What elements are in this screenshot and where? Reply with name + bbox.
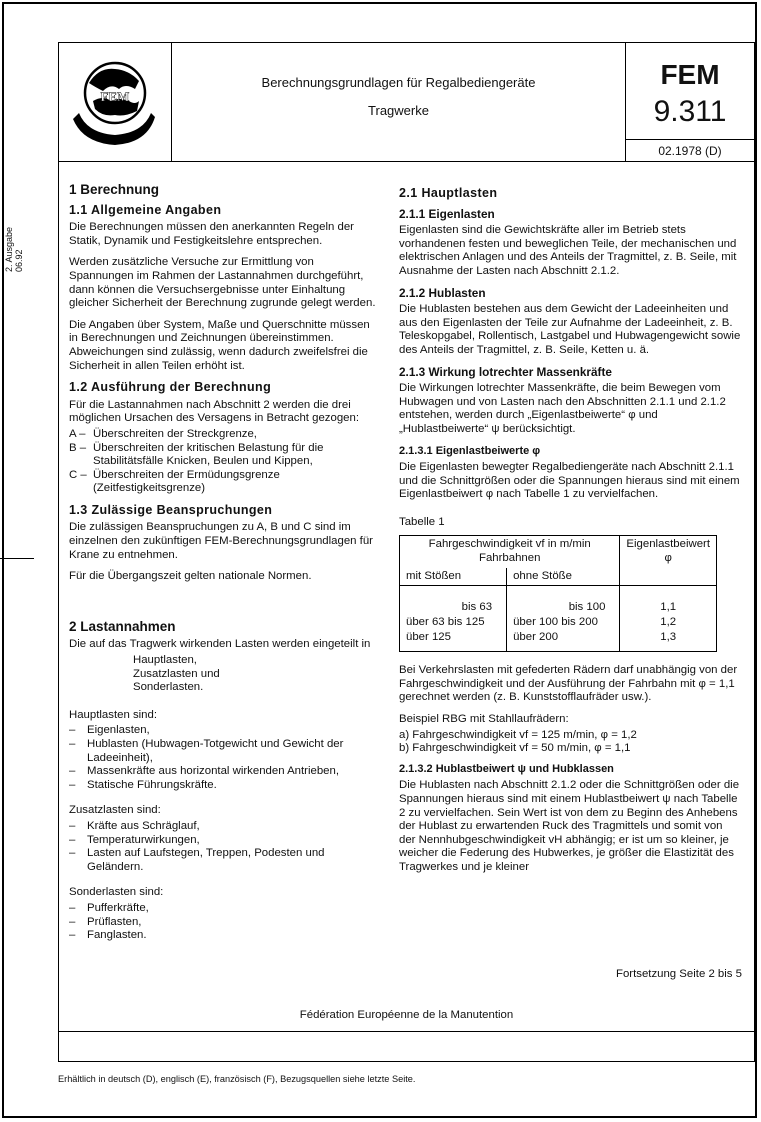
list-item: – Kräfte aus Schräglauf, xyxy=(69,819,200,832)
document-date: 02.1978 (D) xyxy=(626,139,754,162)
table-header-speed: Fahrgeschwindigkeit vf in m/min Fahrbahnen xyxy=(400,536,620,568)
list-item: – Pufferkräfte, xyxy=(69,901,149,914)
left-column xyxy=(69,175,377,951)
table-header-with: mit Stößen xyxy=(400,568,507,586)
document-title: Berechnungsgrundlagen für Regalbediengeräte xyxy=(261,75,536,90)
list-item: – Massenkräfte aus horizontal wirkenden Antrieben, xyxy=(69,765,340,778)
paragraph: Werden zusätzliche Versuche zur Ermittlung von Spannungen im Rahmen der Lastannahmen durchgeführt, dann können die Versuchsergebnisse unter Einhaltung gleicher Sicherheit der Berechnung zugrunde gelegt werden. xyxy=(69,256,376,310)
list-title: Hauptlasten sind: xyxy=(69,708,158,721)
fem-label: FEM xyxy=(660,59,720,90)
main-loads-list xyxy=(69,724,377,792)
continuation-note: Fortsetzung Seite 2 bis 5 xyxy=(616,968,742,980)
globe-hands-icon xyxy=(59,43,170,159)
edition-line: 2. Ausgabe xyxy=(4,226,14,272)
additional-loads-list xyxy=(69,820,377,874)
paragraph: Die Hublasten bestehen aus dem Gewicht der Ladeeinheiten und aus den Eigenlasten der Teile zur Aufnahme der Ladeeinheit, z. B. Teleskopgabel, Rollentisch, Lastgabel und Hubwagengewicht sowie des Anteils der Tragmittel, z. B. Seile, Ketten u. ä. xyxy=(399,303,741,356)
heading-2-1-3-2: 2.1.3.2 Hublastbeiwert ψ und Hubklassen xyxy=(399,762,614,775)
example-title: Beispiel RBG mit Stahllaufrädern: xyxy=(399,713,569,726)
heading-2-1-2: 2.1.2 Hublasten xyxy=(399,285,486,300)
list-item: – Eigenlasten, xyxy=(69,724,150,737)
load-types: Hauptlasten, Zusatzlasten und Sonderlasten. xyxy=(133,654,220,694)
table-col-coef: 1,1 1,2 1,3 xyxy=(620,586,717,652)
paragraph: Für die Lastannahmen nach Abschnitt 2 werden die drei möglichen Ursachen des Versagens in Betracht gezogen: xyxy=(69,398,360,425)
paragraph: Die Wirkungen lotrechter Massenkräfte, die beim Bewegen vom Hubwagen und von Lasten nach den Abschnitten 2.1.1 und 2.1.2 entstehen, werden durch „Eigenlastbeiwerte“ φ und „Hublastbeiwerte“ ψ berücksichtigt. xyxy=(399,382,726,435)
paragraph: Eigenlasten sind die Gewichtskräfte aller im Betrieb stets vorhandenen festen und beweglichen Teile, der mechanischen und elektrischen Anlagen und des Anteils der Tragmittel, z. B. Seile, mit Ausnahme der Lasten nach Abschnitt 2.1.2. xyxy=(399,224,737,277)
heading-2-1-3-1: 2.1.3.1 Eigenlastbeiwerte φ xyxy=(399,444,541,457)
table-label: Tabelle 1 xyxy=(399,515,445,528)
document-subtitle: Tragwerke xyxy=(368,103,429,118)
paragraph: Für die Übergangszeit gelten nationale Normen. xyxy=(69,570,312,583)
edition-date: 06.92 xyxy=(14,249,24,272)
margin-mark xyxy=(0,558,34,559)
availability-note: Erhältlich in deutsch (D), englisch (E), französisch (F), Bezugsquellen siehe letzte Seite. xyxy=(58,1074,416,1084)
heading-2-1-3: 2.1.3 Wirkung lotrechter Massenkräfte xyxy=(399,364,612,379)
example-a: a) Fahrgeschwindigkeit vf = 125 m/min, φ = 1,2 xyxy=(399,728,637,741)
header-title-block xyxy=(172,43,626,161)
list-item: C – Überschreiten der Ermüdungsgrenze (Zeitfestigkeitsgrenze) xyxy=(69,468,280,495)
header-divider xyxy=(59,161,754,162)
footer-divider xyxy=(59,1031,754,1032)
paragraph: Die auf das Tragwerk wirkenden Lasten werden eingeteilt in xyxy=(69,638,371,651)
heading-1-2: 1.2 Ausführung der Berechnung xyxy=(69,380,272,395)
coefficient-table xyxy=(399,535,717,652)
list-title: Zusatzlasten sind: xyxy=(69,804,161,817)
heading-2-1: 2.1 Hauptlasten xyxy=(399,186,498,200)
table-col-with: bis 63 über 63 bis 125 über 125 xyxy=(400,586,507,652)
paragraph: Die Eigenlasten bewegter Regalbediengeräte nach Abschnitt 2.1.1 und die Schnittgrößen oder die Spannungen hieraus sind mit einem Eigenlastbeiwert φ nach Tabelle 1 zu vervielfachen. xyxy=(399,461,740,501)
table-header-without: ohne Stöße xyxy=(507,568,620,586)
list-title: Sonderlasten sind: xyxy=(69,886,164,899)
list-item: – Fanglasten. xyxy=(69,929,147,942)
heading-1: 1 Berechnung xyxy=(69,182,160,197)
paragraph: Die Berechnungen müssen den anerkannten Regeln der Statik, Dynamik und Festigkeitslehre entsprechen. xyxy=(69,221,354,247)
heading-1-3: 1.3 Zulässige Beanspruchungen xyxy=(69,502,273,517)
paragraph: Die Hublasten nach Abschnitt 2.1.2 oder die Schnittgrößen oder die Spannungen hieraus sind mit einem Hublastbeiwert ψ nach Tabelle 2 zu vervielfachen. Sein Wert ist von dem zu Beginn des Anhebens der Hublast zu erwartenden Ruck des Tragmittels und somit von der Nennhubgeschwindigkeit vH abhängig; er ist um so kleiner, je weicher die Federung des Hubwerkes, je größer die Elastizität des Tragwerkes und je kleiner xyxy=(399,779,740,873)
paragraph: Die Angaben über System, Maße und Querschnitte müssen in Berechnungen und Zeichnungen übereinstimmen. Abweichungen sind zulässig, wenn dadurch zweifelsfrei die Sicherheit in allen Teilen erhöht ist. xyxy=(69,318,370,372)
paragraph: Die zulässigen Beanspruchungen zu A, B und C sind im einzelnen den zukünftigen FEM-Berechnungsgrundlagen für Krane zu entnehmen. xyxy=(69,521,373,561)
list-item: – Hublasten (Hubwagen-Totgewicht und Gewicht der Ladeeinheit), xyxy=(69,738,344,764)
table-col-without: bis 100 über 100 bis 200 über 200 xyxy=(507,586,620,652)
edition-note xyxy=(2,214,24,284)
list-item: – Prüflasten, xyxy=(69,915,142,928)
list-item: A – Überschreiten der Streckgrenze, xyxy=(69,427,257,440)
list-item: – Temperaturwirkungen, xyxy=(69,833,200,846)
heading-1-1: 1.1 Allgemeine Angaben xyxy=(69,202,222,217)
paragraph: Bei Verkehrslasten mit gefederten Rädern darf unabhängig von der Fahrgeschwindigkeit und der Ausführung der Fahrbahn mit φ = 1,1 gerechnet werden (z. B. Kunststofflaufräder usw.). xyxy=(399,664,738,704)
document-frame xyxy=(58,42,755,1062)
example-b: b) Fahrgeschwindigkeit vf = 50 m/min, φ = 1,1 xyxy=(399,742,631,755)
document-number: 9.311 xyxy=(653,95,727,128)
right-column xyxy=(399,175,741,883)
svg-text:FEM: FEM xyxy=(100,89,130,104)
heading-2: 2 Lastannahmen xyxy=(69,618,176,634)
list-item: – Statische Führungskräfte. xyxy=(69,778,217,791)
list-item: – Lasten auf Laufstegen, Treppen, Podesten und Geländern. xyxy=(69,847,325,873)
fem-logo xyxy=(59,43,172,161)
table-header-coef: Eigenlastbeiwert φ xyxy=(620,536,717,586)
federation-name: Fédération Européenne de la Manutention xyxy=(299,1009,514,1021)
header-code-block xyxy=(626,43,754,161)
heading-2-1-1: 2.1.1 Eigenlasten xyxy=(399,206,495,221)
special-loads-list xyxy=(69,902,377,943)
failure-list xyxy=(69,428,377,496)
list-item: B – Überschreiten der kritischen Belastung für die Stabilitätsfälle Knicken, Beulen und Kippen, xyxy=(69,441,324,468)
